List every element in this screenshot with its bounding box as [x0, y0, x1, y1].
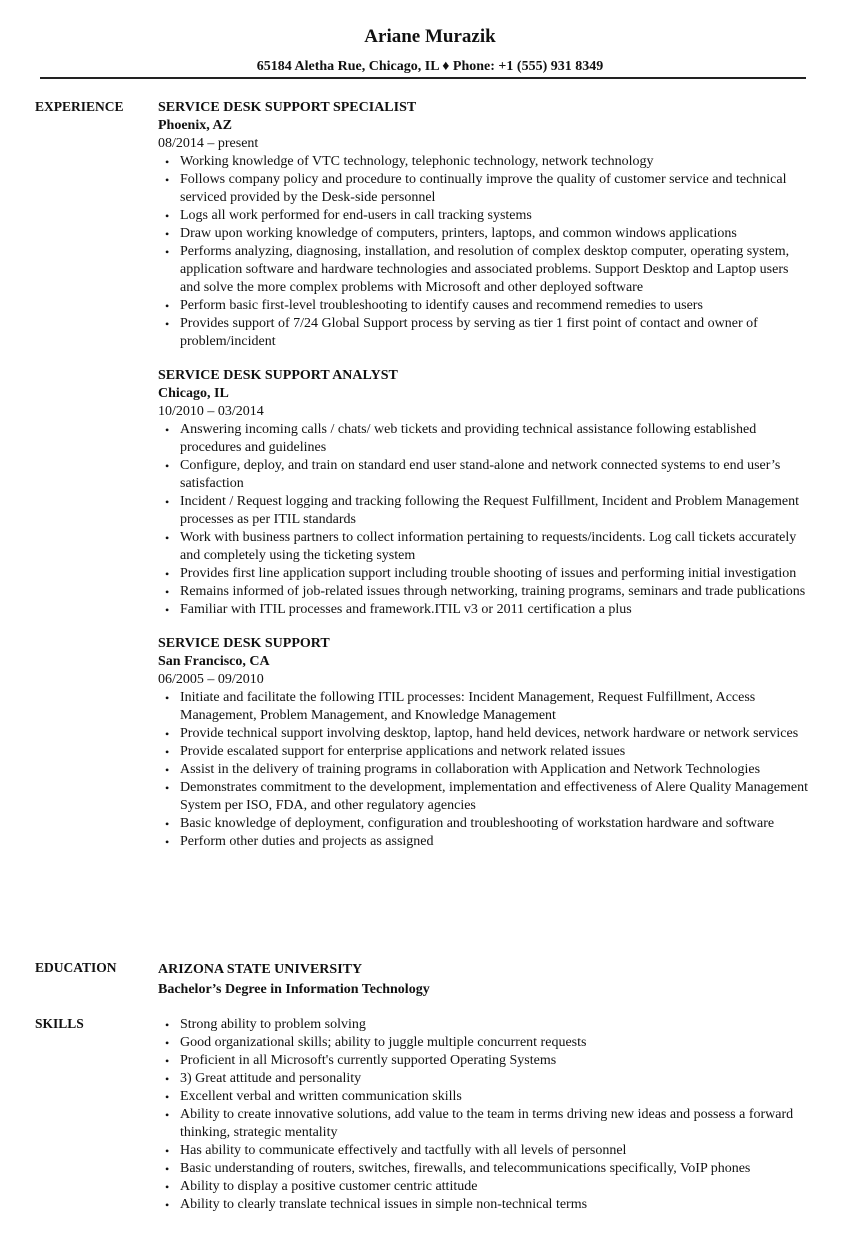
list-item	[158, 493, 808, 529]
list-item	[158, 583, 808, 601]
bullet-dot-icon: •	[165, 173, 170, 187]
bullet-dot-icon: •	[165, 567, 170, 581]
list-item	[158, 297, 808, 315]
list-item	[158, 243, 808, 297]
list-item	[158, 315, 808, 351]
list-item-text: Answering incoming calls / chats/ web tickets and providing technical assistance following established procedures and guidelines	[180, 422, 757, 455]
list-item-text: Perform other duties and projects as assigned	[180, 834, 434, 849]
job-bullet-list	[158, 689, 808, 851]
job-bullet-list	[158, 421, 808, 619]
bullet-dot-icon: •	[165, 155, 170, 169]
list-item	[158, 689, 808, 725]
bullet-dot-icon: •	[165, 745, 170, 759]
bullet-dot-icon: •	[165, 245, 170, 259]
bullet-dot-icon: •	[165, 423, 170, 437]
list-item	[158, 171, 808, 207]
skills-entry	[158, 1016, 808, 1214]
header-divider	[40, 77, 806, 79]
job-location: San Francisco, CA	[158, 654, 270, 669]
list-item	[158, 815, 808, 833]
list-item	[158, 743, 808, 761]
list-item-text: Proficient in all Microsoft's currently supported Operating Systems	[180, 1053, 557, 1068]
list-item-text: Provide technical support involving desktop, laptop, hand held devices, network hardware or network services	[180, 726, 799, 741]
bullet-dot-icon: •	[165, 835, 170, 849]
list-item	[158, 1034, 808, 1052]
job-title: SERVICE DESK SUPPORT	[158, 636, 330, 651]
list-item	[158, 565, 808, 583]
list-item	[158, 1142, 808, 1160]
list-item	[158, 1070, 808, 1088]
list-item	[158, 1052, 808, 1070]
list-item-text: Basic understanding of routers, switches, firewalls, and telecommunications specifically, VoIP phones	[180, 1161, 751, 1176]
contact-line: 65184 Aletha Rue, Chicago, IL ♦ Phone: +1 (555) 931 8349	[256, 59, 604, 74]
bullet-dot-icon: •	[165, 531, 170, 545]
job-location: Phoenix, AZ	[158, 118, 232, 133]
list-item	[158, 779, 808, 815]
list-item-text: Familiar with ITIL processes and framework.ITIL v3 or 2011 certification a plus	[180, 602, 632, 617]
list-item	[158, 1088, 808, 1106]
list-item-text: Initiate and facilitate the following ITIL processes: Incident Management, Request Fulfillment, Access Management, Problem Management, and Knowledge Management	[180, 690, 756, 723]
bullet-dot-icon: •	[165, 227, 170, 241]
bullet-dot-icon: •	[165, 1054, 170, 1068]
bullet-dot-icon: •	[165, 1144, 170, 1158]
job-entry	[158, 367, 808, 619]
list-item-text: Provides first line application support including trouble shooting of issues and performing initial investigation	[180, 566, 797, 581]
bullet-dot-icon: •	[165, 1180, 170, 1194]
list-item-text: Basic knowledge of deployment, configuration and troubleshooting of workstation hardware and software	[180, 816, 775, 831]
section-label-skills: SKILLS	[35, 1016, 84, 1031]
bullet-dot-icon: •	[165, 1162, 170, 1176]
job-dates: 08/2014 – present	[158, 136, 259, 151]
list-item-text: Work with business partners to collect information pertaining to requests/incidents. Log call tickets accurately and completely using the ticketing system	[180, 530, 797, 563]
list-item-text: Working knowledge of VTC technology, telephonic technology, network technology	[180, 154, 654, 169]
list-item	[158, 529, 808, 565]
education-degree: Bachelor’s Degree in Information Technology	[158, 982, 430, 997]
list-item-text: Ability to create innovative solutions, add value to the team in terms driving new ideas and possess a forward thinking, strategic mentality	[180, 1107, 794, 1140]
list-item	[158, 225, 808, 243]
list-item	[158, 833, 808, 851]
list-item-text: Excellent verbal and written communication skills	[180, 1089, 462, 1104]
list-item	[158, 1106, 808, 1142]
list-item-text: 3) Great attitude and personality	[180, 1071, 362, 1086]
bullet-dot-icon: •	[165, 1036, 170, 1050]
bullet-dot-icon: •	[165, 585, 170, 599]
job-title: SERVICE DESK SUPPORT ANALYST	[158, 368, 398, 383]
job-bullet-list	[158, 153, 808, 351]
list-item	[158, 1196, 808, 1214]
list-item	[158, 421, 808, 457]
bullet-dot-icon: •	[165, 691, 170, 705]
list-item	[158, 457, 808, 493]
bullet-dot-icon: •	[165, 209, 170, 223]
list-item-text: Good organizational skills; ability to juggle multiple concurrent requests	[180, 1035, 587, 1050]
list-item-text: Draw upon working knowledge of computers, printers, laptops, and common windows applications	[180, 226, 737, 241]
bullet-dot-icon: •	[165, 299, 170, 313]
list-item-text: Configure, deploy, and train on standard end user stand-alone and network connected systems to end user’s satisfaction	[180, 458, 781, 491]
job-dates: 10/2010 – 03/2014	[158, 404, 264, 419]
bullet-dot-icon: •	[165, 603, 170, 617]
section-label-education: EDUCATION	[35, 960, 117, 975]
list-item	[158, 207, 808, 225]
list-item	[158, 725, 808, 743]
bullet-dot-icon: •	[165, 817, 170, 831]
list-item	[158, 1178, 808, 1196]
bullet-dot-icon: •	[165, 1108, 170, 1122]
skills-list	[158, 1016, 808, 1214]
education-school: ARIZONA STATE UNIVERSITY	[158, 962, 363, 977]
bullet-dot-icon: •	[165, 763, 170, 777]
list-item-text: Ability to clearly translate technical issues in simple non-technical terms	[180, 1197, 588, 1212]
list-item-text: Logs all work performed for end-users in call tracking systems	[180, 208, 532, 223]
job-entry	[158, 99, 808, 351]
list-item-text: Follows company policy and procedure to continually improve the quality of customer service and technical serviced provided by the Desk-side personnel	[180, 172, 787, 205]
bullet-dot-icon: •	[165, 1198, 170, 1212]
bullet-dot-icon: •	[165, 1018, 170, 1032]
bullet-dot-icon: •	[165, 1090, 170, 1104]
job-title: SERVICE DESK SUPPORT SPECIALIST	[158, 100, 417, 115]
list-item-text: Provide escalated support for enterprise applications and network related issues	[180, 744, 626, 759]
bullet-dot-icon: •	[165, 781, 170, 795]
list-item	[158, 153, 808, 171]
experience-list	[158, 99, 808, 867]
list-item-text: Perform basic first-level troubleshooting to identify causes and recommend remedies to users	[180, 298, 703, 313]
list-item-text: Assist in the delivery of training programs in collaboration with Application and Network Technologies	[180, 762, 761, 777]
job-entry	[158, 635, 808, 851]
bullet-dot-icon: •	[165, 495, 170, 509]
job-dates: 06/2005 – 09/2010	[158, 672, 264, 687]
list-item-text: Ability to display a positive customer centric attitude	[180, 1179, 478, 1194]
list-item-text: Incident / Request logging and tracking following the Request Fulfillment, Incident and Problem Management processes as per ITIL standards	[180, 494, 799, 527]
list-item-text: Has ability to communicate effectively and tactfully with all levels of personnel	[180, 1143, 627, 1158]
list-item	[158, 1016, 808, 1034]
list-item-text: Remains informed of job-related issues through networking, training programs, seminars and trade publications	[180, 584, 806, 599]
list-item-text: Demonstrates commitment to the development, implementation and effectiveness of Alere Quality Management System per ISO, FDA, and other regulatory agencies	[180, 780, 809, 813]
list-item-text: Performs analyzing, diagnosing, installation, and resolution of complex desktop computer, operating system, application software and hardware technologies and associated problems. Support Desktop and Laptop users and solve the more complex problems with Microsoft and other deployed software	[180, 244, 790, 295]
list-item	[158, 1160, 808, 1178]
bullet-dot-icon: •	[165, 317, 170, 331]
job-location: Chicago, IL	[158, 386, 229, 401]
bullet-dot-icon: •	[165, 459, 170, 473]
bullet-dot-icon: •	[165, 727, 170, 741]
list-item-text: Provides support of 7/24 Global Support process by serving as tier 1 first point of contact and owner of problem/incident	[180, 316, 758, 349]
candidate-name: Ariane Murazik	[364, 26, 496, 47]
list-item	[158, 761, 808, 779]
list-item-text: Strong ability to problem solving	[180, 1017, 366, 1032]
list-item	[158, 601, 808, 619]
bullet-dot-icon: •	[165, 1072, 170, 1086]
section-label-experience: EXPERIENCE	[35, 99, 124, 114]
education-entry	[158, 960, 808, 1000]
